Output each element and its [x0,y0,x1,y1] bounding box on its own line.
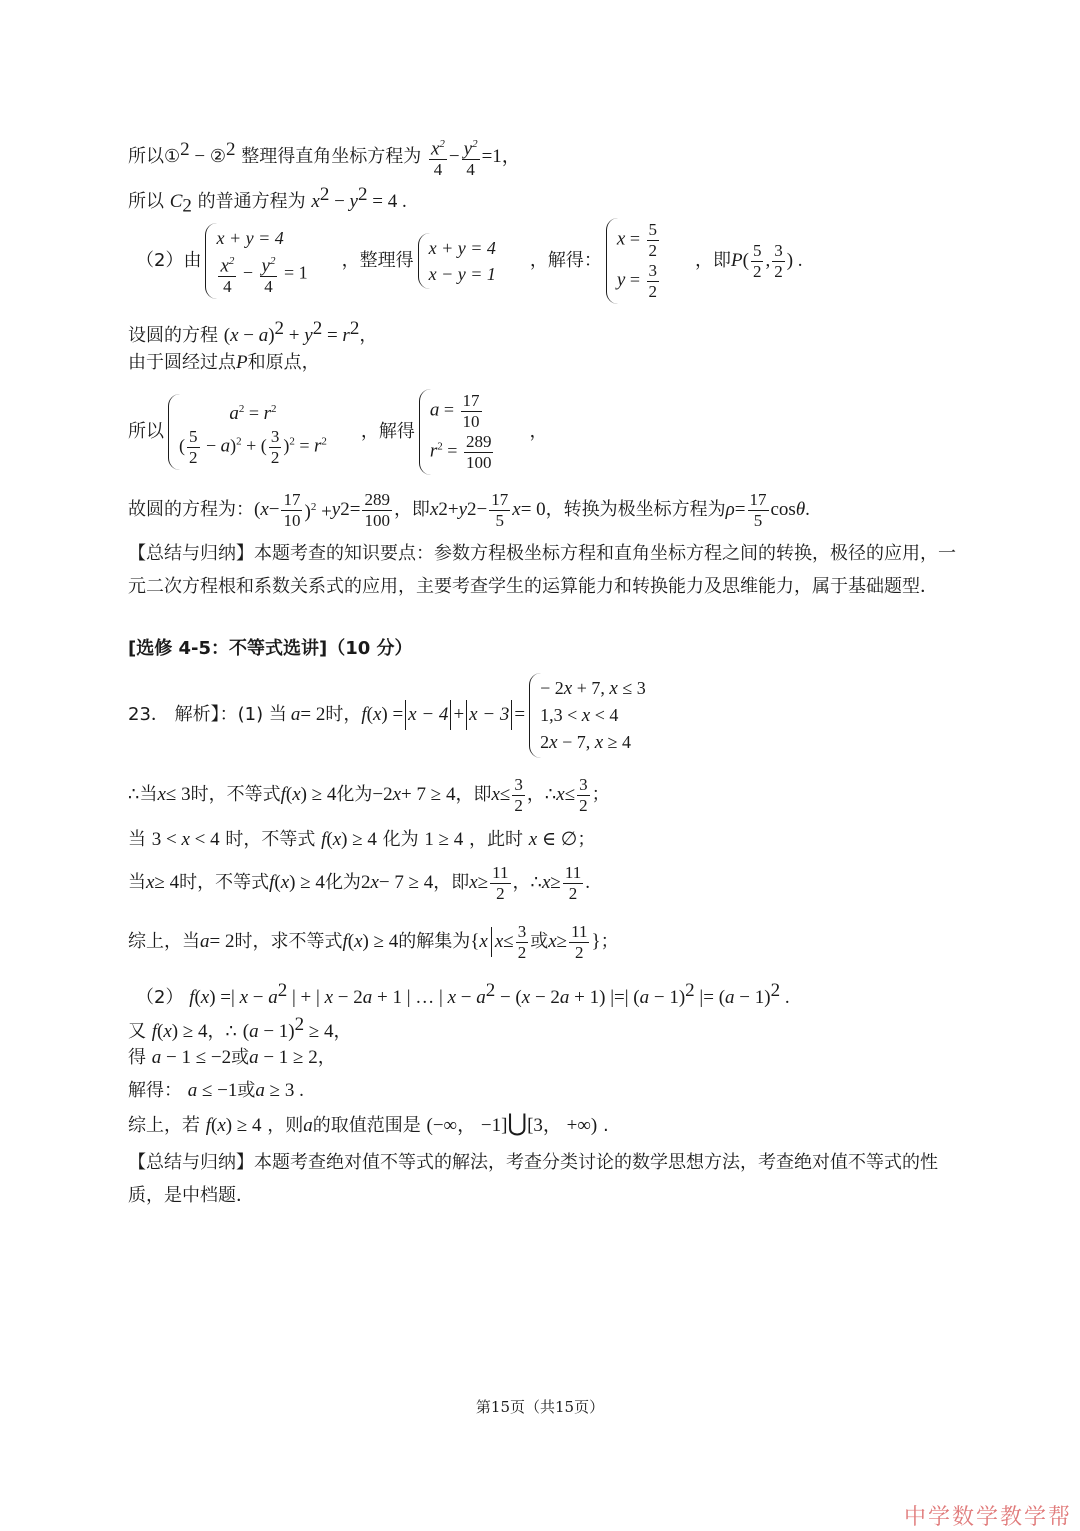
watermark: 中学数学教学帮 [903,1505,1072,1530]
text-line: 当 x ≥ 4 时，不等式 f ( x ) ≥ 4 化为 2 x − 7 ≥ 4 ，即 x ≥ $\frac{11}{2}$ ，∴ x ≥ $\frac{11}{2}$ . [128,862,590,903]
text-line: 得 a − 1 ≤ −2或a − 1 ≥ 2， [128,1047,336,1068]
text-line: 由于圆经过点P和原点， [128,352,320,373]
page-number: 第15页（共15页） [475,1398,605,1416]
text-line: 又 f(x) ≥ 4，∴ $(a - 1)^2 \ge 4$， [128,1014,352,1042]
text-line: 故圆的方程为： ( x − $\frac{17}{10}$ )$^2$ + y 2 = $\frac{289}{100}$ ，即 x 2 + y 2 − $\frac{17}{5}$ x = 0 ，转换为极坐标方程为 ρ = $\frac{17}{5}$ cos θ . [128,489,810,530]
text-line: （2）由 x + y = 4 $\frac{x^2}{4}$ − $\frac{y^2}{4}$ = 1 ，整理得 x + y = 4 x − y = 1 ，解得： x = $\frac{5}{2}$ y = $\frac{3}{2}$ ，即 P ( $\frac{5}{2}$ , $\frac{3}{2}$ ) . [136,216,803,306]
section-heading: [选修 4-5：不等式选讲]（10 分） [128,638,413,659]
text-line: 所以 $C_2$ 的普通方程为 $x^2 - y^2 = 4$ . [128,184,407,217]
summary-paragraph: 【总结与归纳】本题考查的知识要点：参数方程极坐标方程和直角坐标方程之间的转换，极径的应用，一元二次方程根和系数关系式的应用，主要考查学生的运算能力和转换能力及思维能力，属于基础题型． [128,543,956,597]
text-line: ∴当 x ≤ 3 时，不等式 f ( x ) ≥ 4 化为 −2 x + 7 ≥ 4 ，即 x ≤ $\frac{3}{2}$ ，∴ x ≤ $\frac{3}{2}$ ； [128,774,610,815]
text-line: 设圆的方程 $(x - a)^2 + y^2 = r^2$， [128,318,378,346]
text-line: 23． 解析】：(1) 当 a = 2 时， f ( x ) = x − 4 + x − 3 = − 2x + 7, x ≤ 3 1,3 < x < 4 2x − 7, x ≥ 4 [128,668,660,762]
text-line: 所以 $a^2 = r^2$ ( $\frac{5}{2}$ − a)$^2$ + ( $\frac{3}{2}$ )$^2 = r^2$ ，解得 a = $\frac{17}{10}$ $r^2$ = $\frac{289}{100}$ ， [128,382,547,482]
text-line: 解得： a ≤ −1或a ≥ 3 . [128,1080,304,1101]
summary-paragraph: 【总结与归纳】本题考查绝对值不等式的解法，考查分类讨论的数学思想方法，考查绝对值不等式的性质，是中档题． [128,1152,938,1206]
text-line: 所以①$^2$ − ②$^2$ 整理得直角坐标方程为 $\frac{x^2}{4}$ − $\frac{y^2}{4}$ =1， [128,134,521,180]
text-line: 综上，当 a = 2 时，求不等式 f ( x ) ≥ 4 的解集为 { x x ≤ $\frac{3}{2}$ 或 x ≥ $\frac{11}{2}$ } ； [128,921,619,962]
text-line: 综上，若 f(x) ≥ 4 ，则a的取值范围是 (−∞， −1]⋃[3， +∞) . [128,1111,609,1137]
text-line: （2） f(x) =| $x - a^2$ | + | x − 2a + 1 | … | $x - a^2 - (x - 2a + 1)$ |=| $(a - 1)^2$ |= $(a - 1)^2$ . [136,980,790,1008]
text-line: 当 3 < x < 4 时，不等式 f(x) ≥ 4 化为 1 ≥ 4 ，此时 x ∈ ∅； [128,829,596,850]
